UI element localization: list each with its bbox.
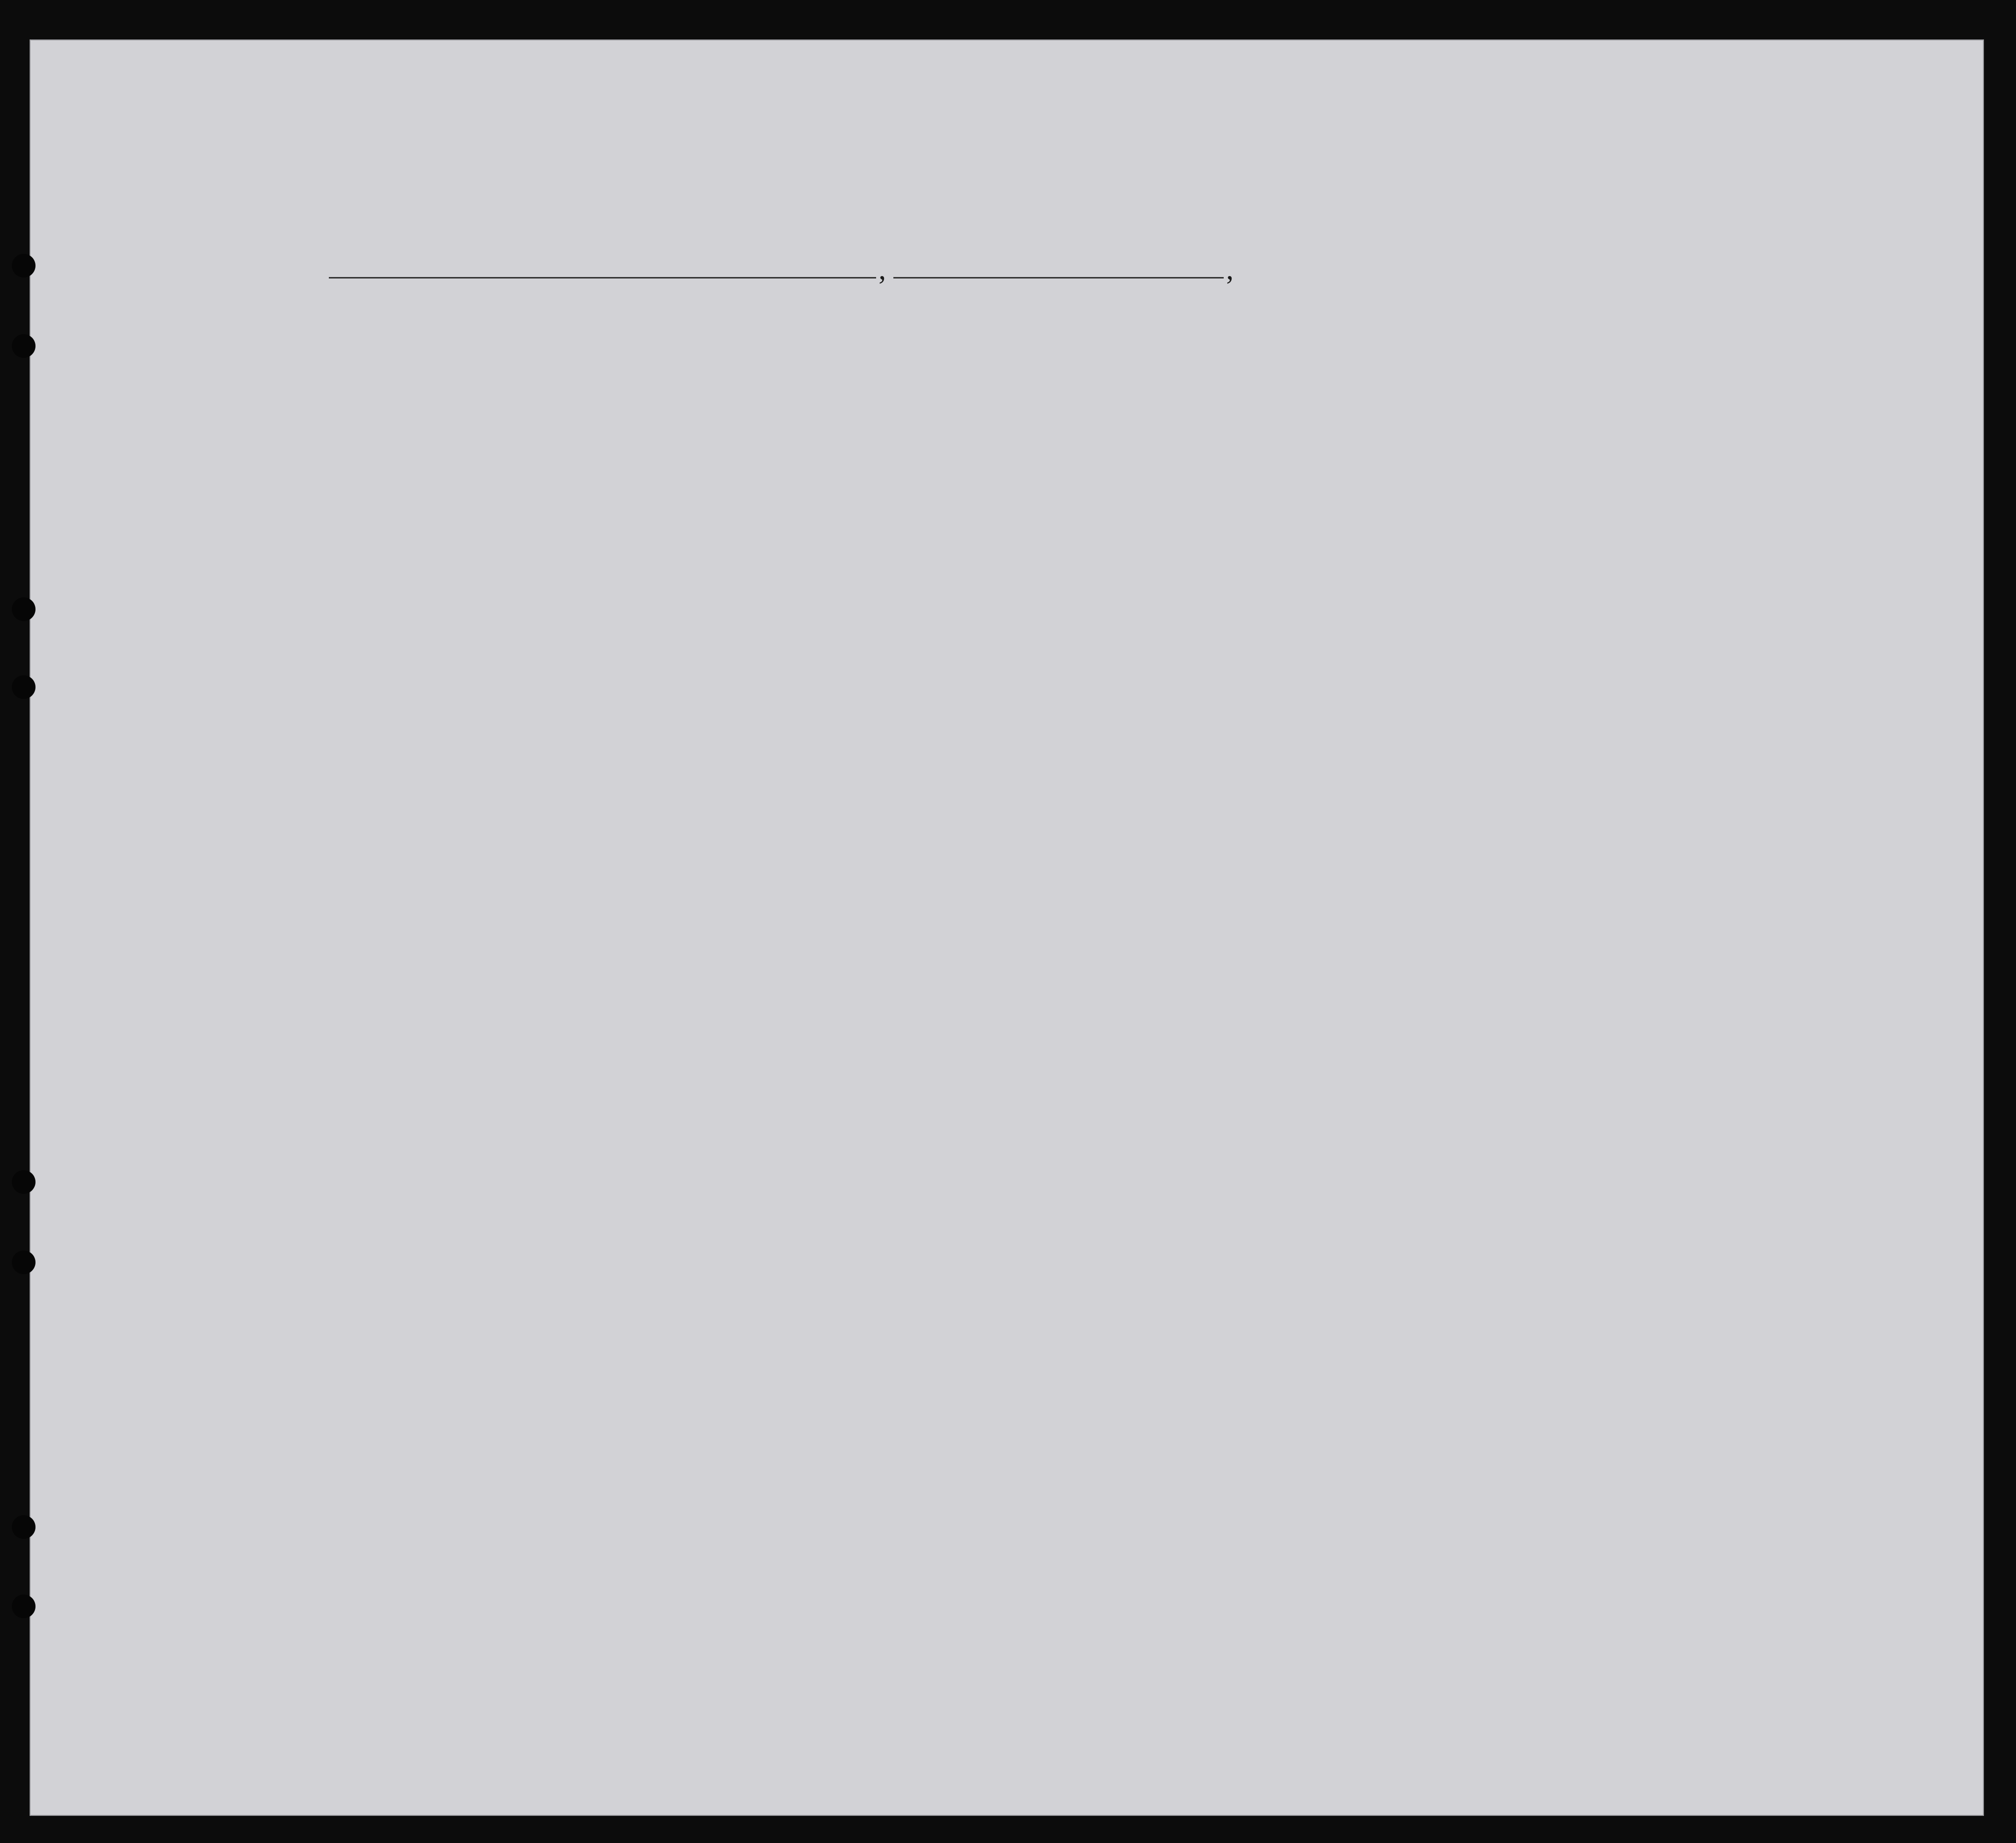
punch-hole [12,1170,35,1194]
punch-hole [12,254,35,278]
punch-hole [12,1595,35,1618]
punch-hole [12,675,35,699]
punch-hole [12,597,35,621]
manifest-sheet: , , [30,39,1984,1816]
punch-hole [12,1515,35,1539]
punch-hole [12,1251,35,1274]
punch-hole [12,334,35,358]
